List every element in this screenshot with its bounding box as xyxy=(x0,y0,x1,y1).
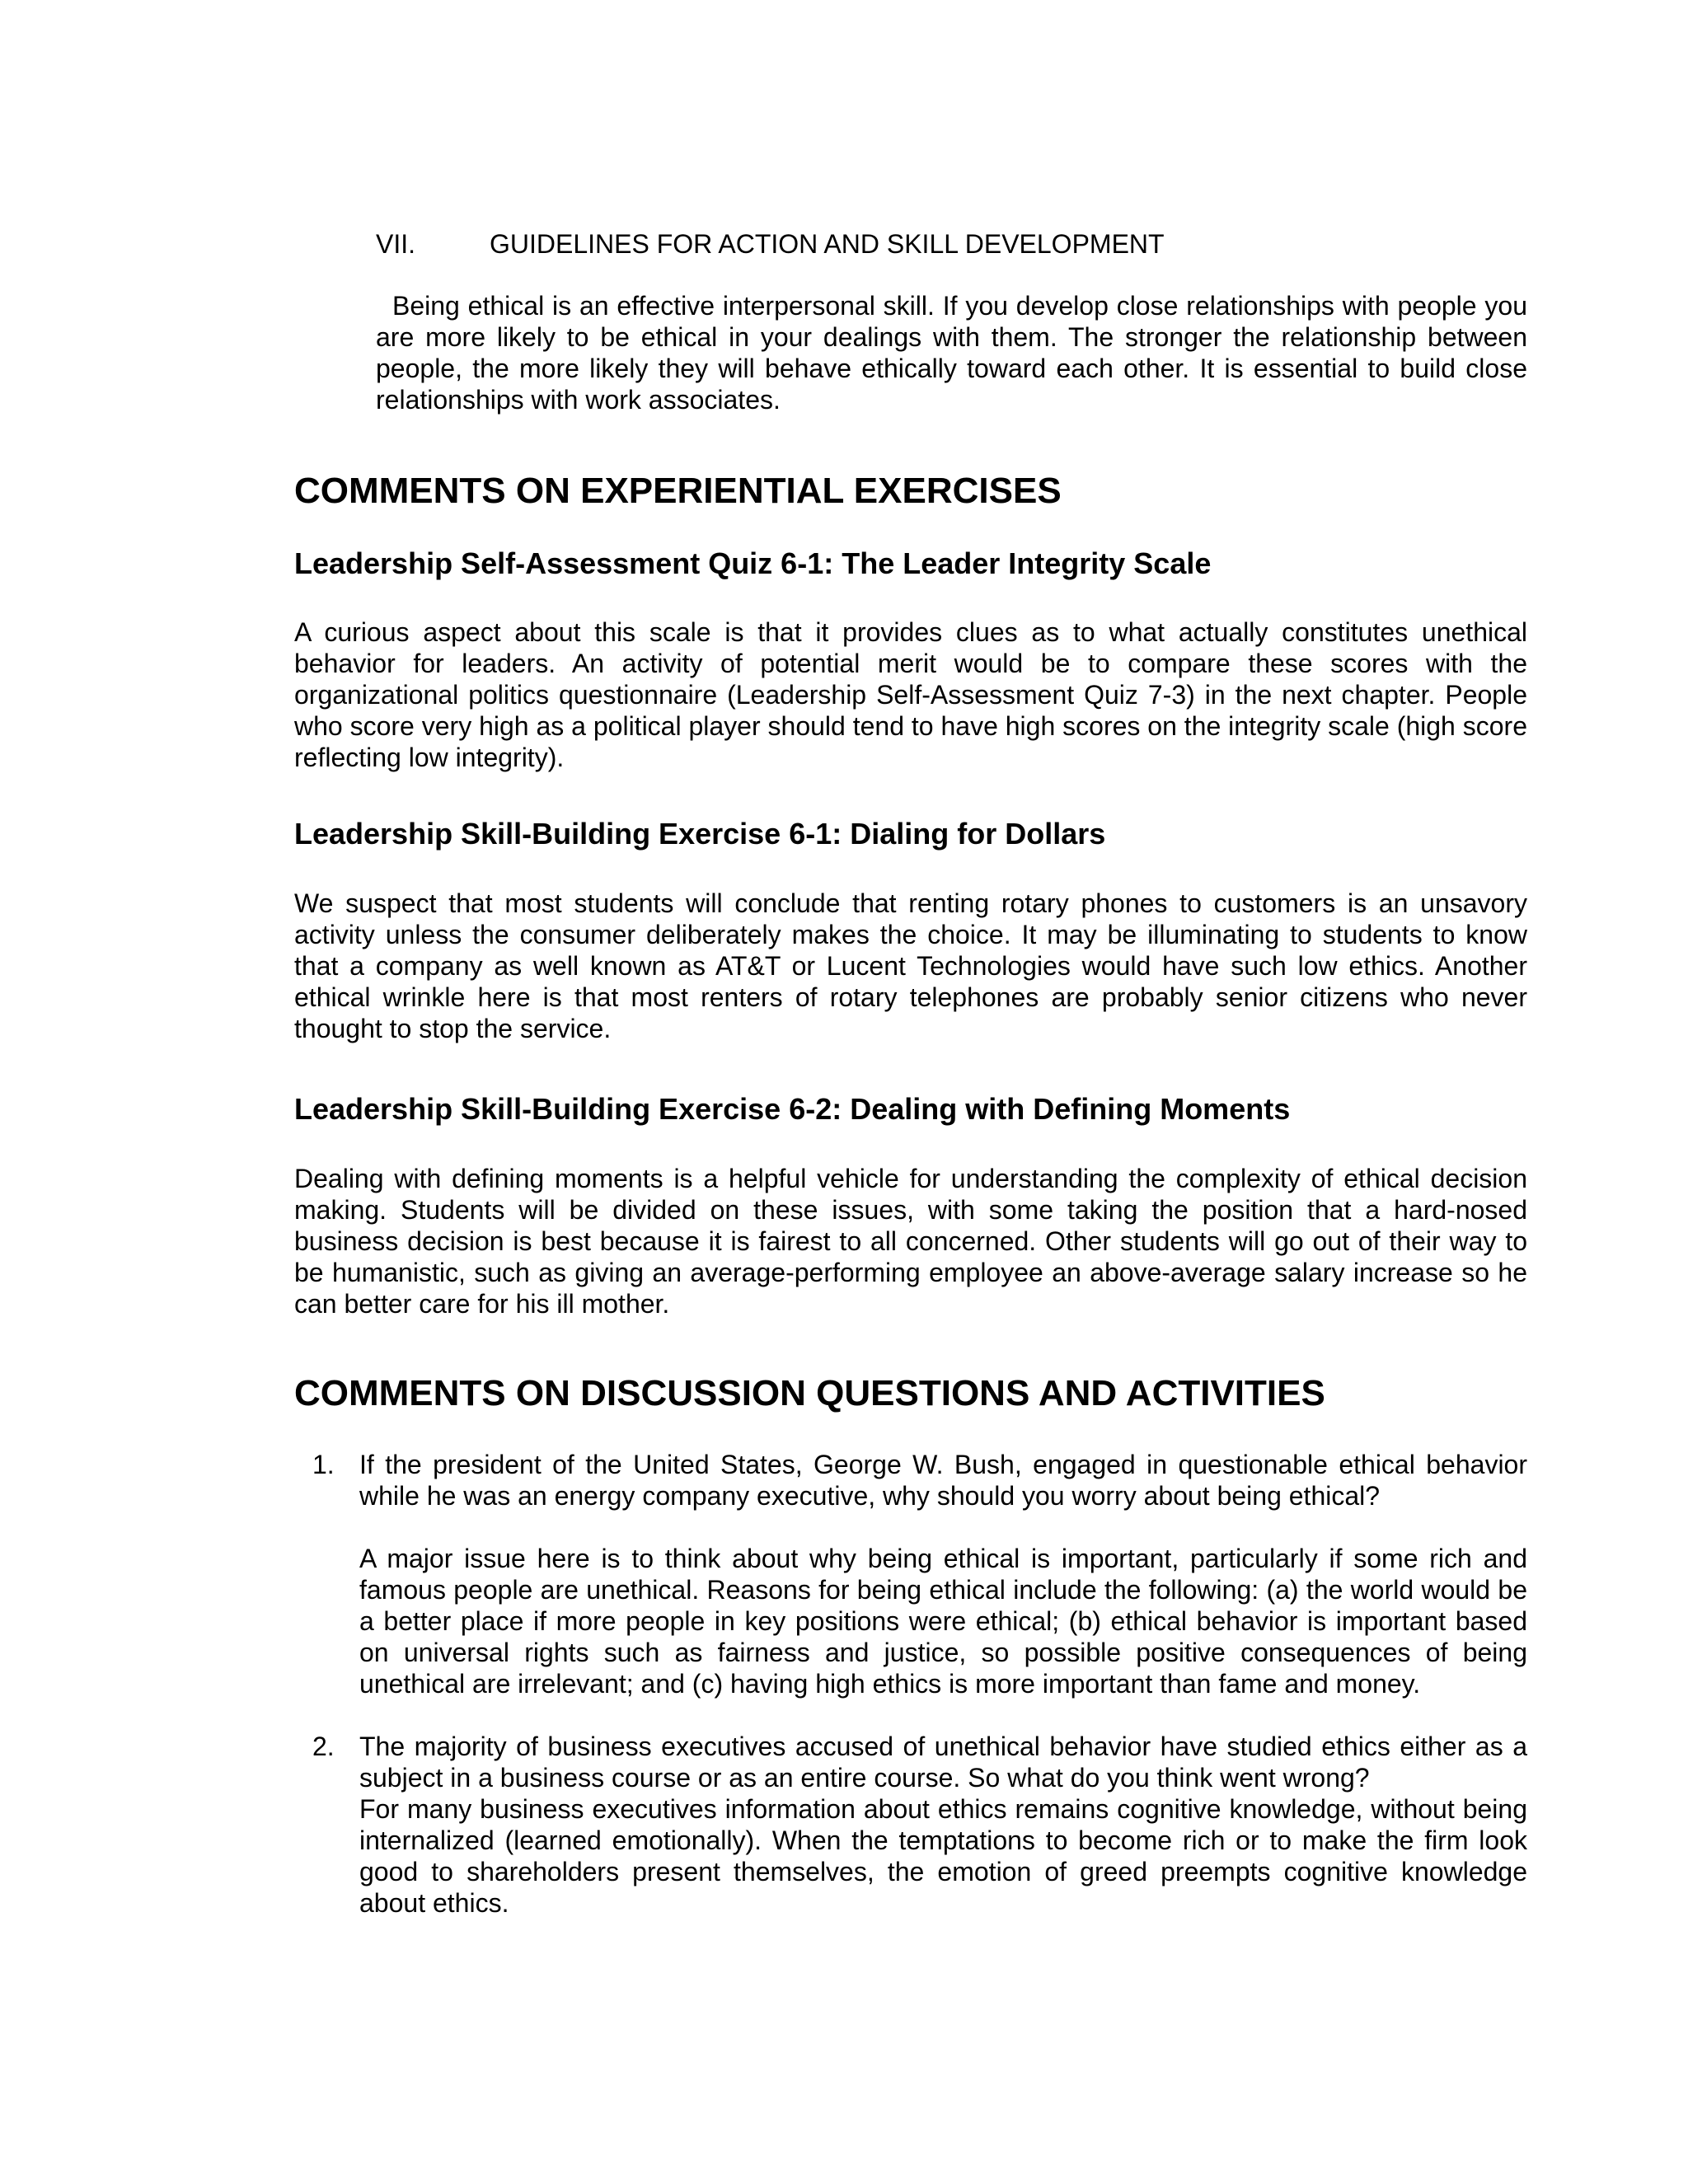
discussion-question: If the president of the United States, George W. Bush, engaged in questionable ethical behavior while he was an energy company executive, why should you worry about being ethical? xyxy=(359,1450,1527,1511)
list-item-number: 2. xyxy=(312,1732,335,1761)
discussion-question: The majority of business executives accused of unethical behavior have studied ethics either as a subject in a business course or as an entire course. So what do you think went wrong? xyxy=(359,1732,1527,1793)
exercise-title: Leadership Skill-Building Exercise 6-2: Dealing with Defining Moments xyxy=(294,1092,1291,1126)
exercise-paragraph: Dealing with defining moments is a helpful vehicle for understanding the complexity of ethical decision making. Students will be divided on these issues, with some taking the position that a hard-nosed business decision is best because it is fairest to all concerned. Other students will go out of their way to be humanistic, such as giving an average-performing employee an above-average salary increase so he can better care for his ill mother. xyxy=(294,1164,1527,1319)
list-item-number: 1. xyxy=(312,1450,335,1479)
exercise-title: Leadership Self-Assessment Quiz 6-1: The Leader Integrity Scale xyxy=(294,546,1212,580)
discussion-answer: For many business executives information about ethics remains cognitive knowledge, without being internalized (learned emotionally). When the temptations to become rich or to make the firm look good to shareholders present themselves, the emotion of greed preempts cognitive knowledge about ethics. xyxy=(359,1794,1527,1918)
discussion-answer: A major issue here is to think about why being ethical is important, particularly if some rich and famous people are unethical. Reasons for being ethical include the following: (a) the world would be a better place if more people in key positions were ethical; (b) ethical behavior is important based on universal rights such as fairness and justice, so possible positive consequences of being unethical are irrelevant; and (c) having high ethics is more important than fame and money. xyxy=(359,1544,1527,1699)
exercise-title: Leadership Skill-Building Exercise 6-1: Dialing for Dollars xyxy=(294,817,1106,851)
exercise-paragraph: A curious aspect about this scale is that it provides clues as to what actually constitutes unethical behavior for leaders. An activity of potential merit would be to compare these scores with the organizational politics questionnaire (Leadership Self-Assessment Quiz 7-3) in the next chapter. People who score very high as a political player should tend to have high scores on the integrity scale (high score reflecting low integrity). xyxy=(294,617,1527,772)
discussion-heading: COMMENTS ON DISCUSSION QUESTIONS AND ACTIVITIES xyxy=(294,1373,1325,1413)
section-title: GUIDELINES FOR ACTION AND SKILL DEVELOPMENT xyxy=(490,229,1165,259)
exercise-paragraph: We suspect that most students will conclude that renting rotary phones to customers is an unsavory activity unless the consumer deliberately makes the choice. It may be illuminating to students to know that a company as well known as AT&T or Lucent Technologies would have such low ethics. Another ethical wrinkle here is that most renters of rotary telephones are probably senior citizens who never thought to stop the service. xyxy=(294,888,1527,1043)
experiential-heading: COMMENTS ON EXPERIENTIAL EXERCISES xyxy=(294,471,1062,511)
section-heading xyxy=(376,227,1165,260)
section-paragraph: Being ethical is an effective interpersonal skill. If you develop close relationships with people you are more likely to be ethical in your dealings with them. The stronger the relationship between people, the more likely they will behave ethically toward each other. It is essential to build close relationships with work associates. xyxy=(376,291,1527,415)
section-number: VII. xyxy=(376,229,416,259)
